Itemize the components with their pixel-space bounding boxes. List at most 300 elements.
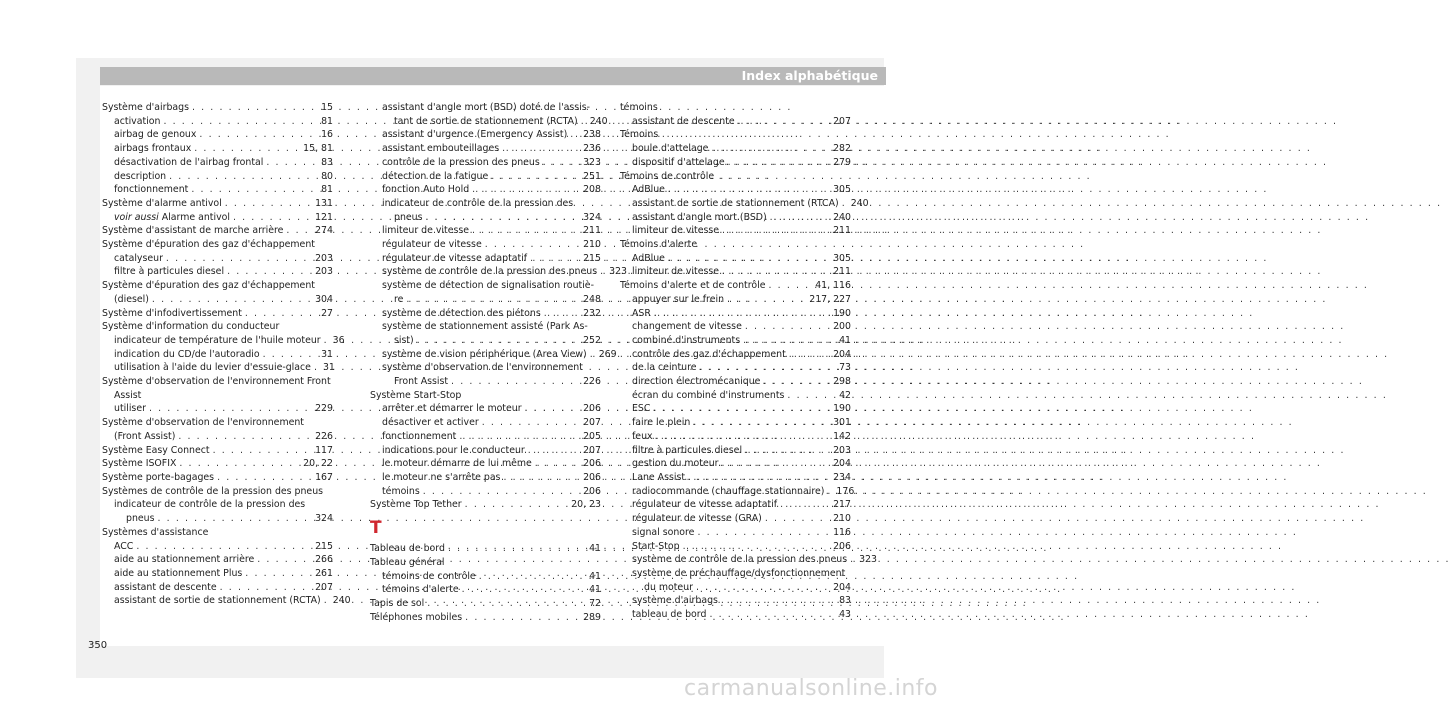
- dot-leader: [530, 252, 580, 266]
- index-entry-term: indications pour le conducteur: [382, 444, 525, 456]
- index-entry-term: détection de la fatigue: [382, 170, 489, 182]
- index-entry-term: Front Assist: [394, 376, 449, 388]
- index-entry-page[interactable]: 206: [583, 403, 601, 415]
- index-entry: [620, 594, 851, 608]
- index-entry-page[interactable]: 240: [589, 115, 608, 127]
- index-entry-term: ESC: [632, 403, 651, 415]
- index-entry-page[interactable]: 81: [321, 115, 333, 127]
- index-entry: [620, 485, 855, 499]
- index-entry-term: filtre à particules diesel: [114, 266, 225, 278]
- index-entry-term: indication du CD/de l'autoradio: [114, 348, 260, 360]
- dot-leader: [722, 224, 830, 238]
- index-entry-page[interactable]: 217, 227: [809, 293, 851, 305]
- index-entry-term: témoins de contrôle: [382, 570, 476, 582]
- index-entry: [620, 224, 851, 238]
- dot-leader: [525, 402, 581, 416]
- page-number: 350: [88, 640, 108, 651]
- index-entry: [370, 115, 608, 129]
- index-entry-page[interactable]: 323: [859, 554, 877, 566]
- dot-leader: [765, 512, 830, 526]
- index-entry-page[interactable]: 131: [315, 197, 333, 209]
- index-entry: [370, 583, 601, 597]
- index-entry: [102, 101, 333, 115]
- dot-leader: [451, 375, 580, 389]
- index-entry: [620, 279, 851, 293]
- dot-leader: [722, 265, 830, 279]
- index-entry-term: assistant d'angle mort (BSD): [632, 211, 767, 223]
- dot-leader: [423, 485, 580, 499]
- dot-leader: [503, 471, 580, 485]
- index-entry-term: régulateur de vitesse adaptatif: [382, 252, 528, 264]
- index-entry-term: appuyer sur le frein: [632, 293, 725, 305]
- index-heading: Tableau général: [370, 556, 445, 568]
- index-entry: [370, 183, 601, 197]
- index-entry: [370, 142, 601, 156]
- dot-leader: [479, 570, 586, 584]
- dot-leader: [745, 444, 830, 458]
- index-heading: Témoins de contrôle: [620, 170, 715, 182]
- index-entry-term: fonctionnement: [114, 184, 189, 196]
- index-entry: [370, 348, 617, 362]
- index-heading: Systèmes d'assistance: [102, 526, 209, 538]
- dot-leader: [745, 320, 830, 334]
- index-entry-term: combiné d'instruments: [632, 334, 741, 346]
- index-entry-page[interactable]: 324: [583, 211, 601, 223]
- index-entry-term: témoins d'alerte: [382, 584, 459, 596]
- index-entry-page[interactable]: 211: [833, 225, 851, 237]
- index-entry-term: filtre à particules diesel: [632, 444, 743, 456]
- dot-leader: [245, 307, 318, 321]
- index-entry: [102, 402, 333, 416]
- dot-leader: [700, 361, 837, 375]
- index-entry-term: Système d'assistant de marche arrière: [102, 225, 284, 237]
- index-entry: [620, 320, 851, 334]
- index-entry: [620, 457, 851, 471]
- index-entry-page[interactable]: 274: [315, 225, 333, 237]
- index-entry-page[interactable]: 279: [833, 156, 851, 168]
- index-heading: Témoins: [620, 129, 659, 141]
- index-entry-page[interactable]: 20, 22: [303, 458, 333, 470]
- dot-leader: [654, 307, 830, 321]
- index-entry-page[interactable]: 31: [321, 348, 333, 360]
- index-entry: [620, 211, 851, 225]
- index-entry-page[interactable]: 83: [839, 595, 851, 607]
- index-entry-page[interactable]: 305: [833, 252, 851, 264]
- index-entry-term: limiteur de vitesse: [632, 225, 719, 237]
- dot-leader: [738, 115, 830, 129]
- watermark: carmanualsonline.info: [684, 676, 938, 701]
- dot-leader: [257, 553, 312, 567]
- index-entry: [620, 375, 851, 389]
- index-entry-page[interactable]: 304: [315, 293, 333, 305]
- index-entry: [620, 526, 851, 540]
- index-entry-page[interactable]: 204: [833, 348, 851, 360]
- dot-leader: [770, 211, 830, 225]
- index-entry-term: pneus: [126, 513, 155, 525]
- index-entry-page[interactable]: 234: [833, 471, 851, 483]
- dot-leader: [656, 430, 831, 444]
- index-entry-term: ACC: [114, 540, 134, 552]
- index-entry-page[interactable]: 41: [589, 584, 601, 596]
- index-entry-page[interactable]: 266: [315, 554, 333, 566]
- dot-leader: [472, 183, 580, 197]
- dot-leader: [227, 265, 312, 279]
- index-entry-continuation: Assist: [114, 389, 142, 401]
- index-entry-page[interactable]: 20, 23: [571, 499, 601, 511]
- index-entry-page[interactable]: 15: [321, 102, 333, 113]
- index-entry-term: système de détection des piétons: [382, 307, 541, 319]
- dot-leader: [668, 252, 830, 266]
- dot-leader: [727, 293, 806, 307]
- index-entry-term: de la ceinture: [632, 362, 697, 374]
- index-entry-page[interactable]: 215: [315, 540, 333, 552]
- index-entry: [620, 553, 877, 567]
- dot-leader: [485, 238, 580, 252]
- index-entry: [102, 170, 333, 184]
- index-entry-page[interactable]: 205: [583, 430, 601, 442]
- index-entry-term: airbag de genoux: [114, 129, 197, 141]
- index-entry-page[interactable]: 210: [583, 239, 601, 251]
- index-entry-term: Système ISOFIX: [102, 458, 177, 470]
- index-entry-term: désactivation de l'airbag frontal: [114, 156, 264, 168]
- index-content: [100, 86, 886, 646]
- index-entry-term: Témoins d'alerte et de contrôle: [620, 280, 766, 292]
- index-entry-term: Téléphones mobiles: [370, 611, 463, 623]
- index-entry-page[interactable]: 203: [833, 444, 851, 456]
- dot-leader: [528, 444, 580, 458]
- index-heading: Systèmes de contrôle de la pression des pneus: [102, 485, 324, 497]
- dot-leader: [324, 594, 330, 608]
- index-entry-term: pneus: [394, 211, 423, 223]
- index-heading: Système Start-Stop: [370, 389, 462, 401]
- index-entry-page[interactable]: 261: [315, 567, 333, 579]
- index-entry: [102, 348, 333, 362]
- index-entry-page[interactable]: 215: [583, 252, 601, 264]
- index-entry-page[interactable]: 116: [833, 526, 851, 538]
- index-entry-page[interactable]: 15, 81: [303, 143, 333, 155]
- index-entry: [370, 265, 627, 279]
- index-entry: [102, 307, 333, 321]
- index-entry-page[interactable]: 226: [315, 430, 333, 442]
- index-entry-term: utilisation à l'aide du levier d'essuie-glace: [114, 362, 311, 374]
- index-entry: [102, 444, 333, 458]
- index-entry-page[interactable]: 121: [315, 211, 333, 223]
- index-entry: [370, 156, 601, 170]
- index-entry-page[interactable]: 72: [589, 597, 601, 609]
- index-entry-page[interactable]: 83: [321, 156, 333, 168]
- index-entry-page[interactable]: 206: [583, 485, 601, 497]
- dot-leader: [780, 498, 830, 512]
- index-entry: [370, 570, 601, 584]
- index-entry-term: (diesel): [114, 293, 149, 305]
- dot-leader: [769, 279, 813, 293]
- index-entry-page[interactable]: 41: [589, 543, 601, 555]
- dot-leader: [465, 498, 569, 512]
- index-entry-continuation: système de préchauffage/dysfonctionnement: [632, 567, 846, 579]
- index-entry-page[interactable]: 43: [839, 609, 851, 621]
- index-entry-page[interactable]: 208: [583, 184, 601, 196]
- index-entry-page[interactable]: 240: [833, 211, 851, 223]
- index-entry: [102, 512, 333, 526]
- dot-leader: [683, 540, 830, 554]
- dot-leader: [600, 265, 606, 279]
- index-entry-term: dispositif d'attelage: [632, 156, 725, 168]
- dot-leader: [448, 542, 586, 556]
- index-entry-page[interactable]: 323: [609, 266, 627, 278]
- index-entry-term: description: [114, 170, 167, 182]
- index-entry: [370, 471, 601, 485]
- index-entry: [102, 553, 333, 567]
- index-entry-term: limiteur de vitesse: [632, 266, 719, 278]
- index-entry-term: arrêter et démarrer le moteur: [382, 403, 522, 415]
- index-entry-page[interactable]: 203: [315, 252, 333, 264]
- index-entry: [370, 457, 601, 471]
- index-entry-page[interactable]: 217: [833, 499, 851, 511]
- index-entry-page[interactable]: 207: [583, 417, 601, 429]
- dot-leader: [225, 197, 312, 211]
- dot-leader: [152, 293, 312, 307]
- index-entry-term: utiliser: [114, 403, 146, 415]
- dot-leader: [158, 512, 313, 526]
- index-entry-page[interactable]: 229: [315, 403, 333, 415]
- index-entry-page[interactable]: 80: [321, 170, 333, 182]
- index-entry-page[interactable]: 117: [315, 444, 333, 456]
- dot-leader: [136, 540, 312, 554]
- dot-leader: [544, 307, 580, 321]
- index-entry-page[interactable]: 207: [833, 115, 851, 127]
- index-entry-term: changement de vitesse: [632, 321, 742, 333]
- index-entry-term: système de contrôle de la pression des pneus: [632, 554, 848, 566]
- dot-leader: [406, 293, 580, 307]
- index-heading: témoins: [620, 102, 658, 113]
- index-entry-continuation: indicateur de contrôle de la pression des: [382, 197, 574, 209]
- dot-leader: [220, 581, 312, 595]
- index-entry-page[interactable]: 289: [583, 611, 601, 623]
- index-column-right: [620, 101, 877, 622]
- index-entry: [620, 142, 851, 156]
- index-entry-page[interactable]: 240: [332, 595, 351, 607]
- index-entry-page[interactable]: 204: [833, 581, 851, 593]
- index-entry-term: AdBlue: [632, 184, 665, 196]
- index-entry-term: (Front Assist): [114, 430, 176, 442]
- index-entry-term: direction électromécanique: [632, 376, 761, 388]
- index-entry-term: assistant embouteillages: [382, 143, 500, 155]
- index-entry-term: régulateur de vitesse (GRA): [632, 513, 762, 525]
- index-entry: [102, 252, 333, 266]
- dot-leader: [266, 156, 318, 170]
- index-entry-term: ASR: [632, 307, 651, 319]
- index-entry-page[interactable]: 167: [315, 471, 333, 483]
- index-entry: [620, 608, 851, 622]
- dot-leader: [169, 170, 318, 184]
- index-entry-page[interactable]: 238: [583, 129, 601, 141]
- index-entry: [620, 581, 851, 595]
- dot-leader: [491, 170, 580, 184]
- index-entry: [370, 128, 601, 142]
- dot-leader: [668, 183, 830, 197]
- index-entry: [370, 402, 601, 416]
- index-entry: [620, 430, 851, 444]
- index-entry: [102, 471, 333, 485]
- index-entry-page[interactable]: 240: [850, 197, 869, 209]
- index-entry: [620, 389, 851, 403]
- index-entry-term: airbags frontaux: [114, 143, 192, 155]
- index-heading: Système d'épuration des gaz d'échappement: [102, 280, 315, 292]
- dot-leader: [245, 567, 312, 581]
- index-entry-page[interactable]: 269: [598, 348, 617, 360]
- dot-leader: [286, 224, 312, 238]
- index-entry: [370, 293, 601, 307]
- index-entry-page[interactable]: 73: [839, 362, 851, 374]
- index-entry-page[interactable]: 282: [833, 143, 851, 155]
- index-entry: [620, 498, 851, 512]
- index-entry-page[interactable]: 190: [833, 403, 851, 415]
- dot-leader: [417, 334, 580, 348]
- index-entry-page[interactable]: 324: [315, 513, 333, 525]
- index-entry: [370, 224, 601, 238]
- index-entry: [102, 211, 333, 225]
- dot-leader: [653, 402, 830, 416]
- index-entry-page[interactable]: 305: [833, 184, 851, 196]
- index-entry: [102, 156, 333, 170]
- index-entry: [620, 348, 851, 362]
- index-entry-page[interactable]: 203: [315, 266, 333, 278]
- index-entry: [370, 334, 601, 348]
- dot-leader: [427, 597, 586, 611]
- section-letter: T: [370, 518, 382, 539]
- index-entry-page[interactable]: 27: [321, 307, 333, 319]
- index-entry-page[interactable]: 252: [583, 334, 601, 346]
- index-entry-term: assistant d'urgence (Emergency Assist): [382, 129, 568, 141]
- index-entry-term: gestion du moteur: [632, 458, 719, 470]
- dot-leader: [721, 594, 836, 608]
- index-entry-page[interactable]: 207: [583, 444, 601, 456]
- index-entry-page[interactable]: 41: [839, 334, 851, 346]
- dot-leader: [763, 375, 830, 389]
- index-entry: [620, 361, 851, 375]
- index-entry: [620, 115, 851, 129]
- index-entry: [102, 142, 333, 156]
- dot-leader: [697, 526, 830, 540]
- index-entry-page[interactable]: 190: [833, 307, 851, 319]
- dot-leader: [465, 611, 580, 625]
- index-entry: [102, 334, 345, 348]
- index-entry-page[interactable]: 204: [833, 458, 851, 470]
- index-entry-term: assistant de sortie de stationnement (RTCA): [632, 197, 839, 209]
- index-entry: [102, 540, 333, 554]
- index-entry-continuation: système de détection de signalisation routiè-: [382, 280, 594, 292]
- index-entry-page[interactable]: 31: [322, 362, 335, 374]
- dot-leader: [191, 183, 318, 197]
- index-entry: [370, 611, 601, 625]
- index-entry-term: voir aussi Alarme antivol: [114, 211, 230, 223]
- index-entry-term: du moteur: [644, 581, 693, 593]
- index-entry-page[interactable]: 42: [839, 389, 851, 401]
- index-entry-term: Système porte-bagages: [102, 471, 215, 483]
- dot-leader: [709, 608, 836, 622]
- index-entry: [370, 375, 601, 389]
- index-entry-term: Tableau de bord: [370, 543, 445, 555]
- index-entry: [370, 444, 601, 458]
- index-entry-page[interactable]: 41: [589, 570, 601, 582]
- dot-leader: [502, 142, 580, 156]
- dot-leader: [827, 485, 833, 499]
- dot-leader: [590, 348, 596, 362]
- index-entry-term: faire le plein: [632, 417, 691, 429]
- index-entry-term: indicateur de température de l'huile moteur: [114, 334, 321, 346]
- index-entry: [102, 265, 333, 279]
- index-entry-page[interactable]: 200: [833, 321, 851, 333]
- index-entry: [620, 402, 851, 416]
- index-entry-page[interactable]: 16: [321, 129, 333, 141]
- index-entry-term: aide au stationnement Plus: [114, 567, 243, 579]
- index-entry: [102, 581, 333, 595]
- index-entry-term: régulateur de vitesse adaptatif: [632, 499, 778, 511]
- index-entry-term: limiteur de vitesse: [382, 225, 469, 237]
- index-entry-page[interactable]: 251: [583, 170, 601, 182]
- index-entry-term: désactiver et activer: [382, 417, 479, 429]
- index-entry-term: Système Top Tether: [370, 499, 462, 511]
- index-entry-page[interactable]: 226: [583, 376, 601, 388]
- dot-leader: [688, 471, 830, 485]
- index-entry-page[interactable]: 298: [833, 376, 851, 388]
- index-entry-term: sist): [394, 334, 414, 346]
- index-entry-page[interactable]: 211: [583, 225, 601, 237]
- dot-leader: [217, 471, 312, 485]
- index-entry-page[interactable]: 236: [583, 143, 601, 155]
- index-entry-page[interactable]: 211: [833, 266, 851, 278]
- index-entry-term: système de contrôle de la pression des pneus: [382, 266, 598, 278]
- index-entry-continuation: indicateur de contrôle de la pression des: [114, 499, 306, 511]
- dot-leader: [314, 361, 320, 375]
- index-column-middle: [370, 101, 627, 624]
- index-entry-page[interactable]: 142: [833, 430, 851, 442]
- index-entry-page[interactable]: 176: [836, 485, 855, 497]
- index-entry-page[interactable]: 36: [332, 334, 345, 346]
- dot-leader: [789, 348, 830, 362]
- index-entry-page[interactable]: 206: [583, 458, 601, 470]
- dot-leader: [233, 211, 312, 225]
- index-entry: [620, 471, 851, 485]
- index-entry: [102, 128, 333, 142]
- index-entry-page[interactable]: 232: [583, 307, 601, 319]
- dot-leader: [192, 101, 318, 115]
- index-entry-page[interactable]: 206: [583, 471, 601, 483]
- index-entry-page[interactable]: 301: [833, 417, 851, 429]
- index-entry-page[interactable]: 81: [321, 184, 333, 196]
- dot-leader: [696, 581, 830, 595]
- index-heading: Témoins d'alerte: [620, 239, 698, 251]
- index-entry-page[interactable]: 210: [833, 513, 851, 525]
- index-entry-term: fonctionnement: [382, 430, 457, 442]
- index-entry-term: régulateur de vitesse: [382, 239, 482, 251]
- index-entry-term: Système d'alarme antivol: [102, 197, 222, 209]
- index-entry-term: assistant de descente: [632, 115, 735, 127]
- index-column-left: [102, 101, 351, 608]
- index-entry: [102, 293, 333, 307]
- index-entry-page[interactable]: 206: [833, 540, 851, 552]
- index-entry: [102, 361, 333, 375]
- index-entry-page[interactable]: 248: [583, 293, 601, 305]
- index-entry-page[interactable]: 207: [315, 581, 333, 593]
- index-entry: [102, 183, 333, 197]
- index-entry-term: assistant de sortie de stationnement (RCTA): [114, 595, 321, 607]
- dot-leader: [163, 115, 318, 129]
- index-entry: [370, 307, 601, 321]
- index-entry-page[interactable]: 41, 116: [815, 280, 851, 292]
- index-heading: Système d'information du conducteur: [102, 321, 280, 333]
- index-entry-page[interactable]: 323: [583, 156, 601, 168]
